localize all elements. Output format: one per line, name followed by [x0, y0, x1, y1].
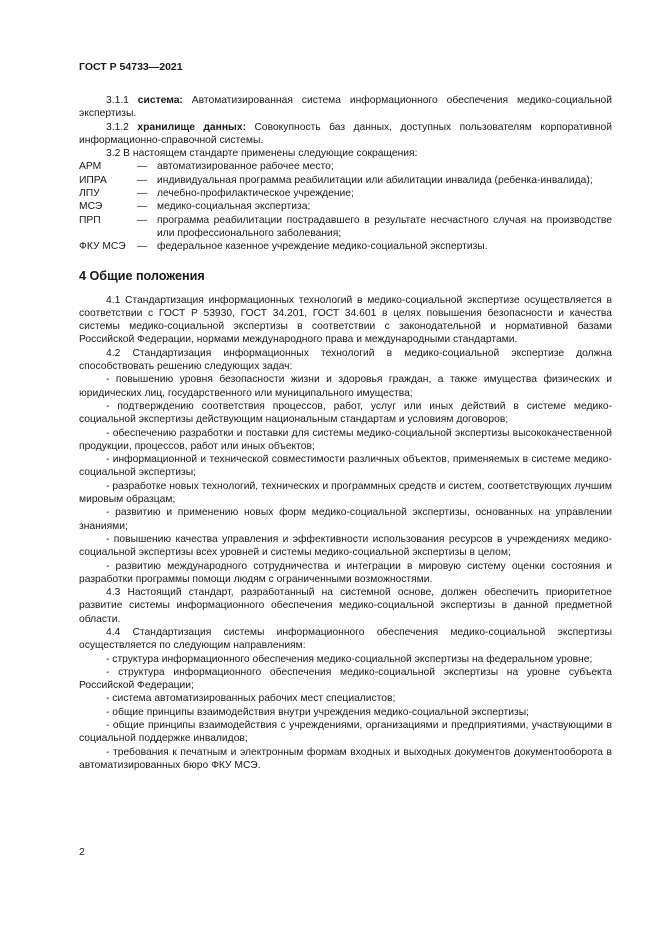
list-item: - информационной и технической совместимости различных объектов, применяемых в системе медико-социальной экспертизы; — [79, 454, 612, 479]
paragraph-4-4: 4.4 Стандартизация системы информационного обеспечения медико-социальной экспертизы осуществляется по следующим направлениям: — [79, 626, 612, 652]
list-item: - развитию международного сотрудничества и интеграции в мировую систему оценки состояния и разработки программы помощи людям с ограниченными возможностями. — [79, 560, 612, 585]
term-system: система: — [137, 95, 183, 106]
list-item: - разработке новых технологий, технических и программных средств и систем, соответствующих лучшим мировым образцам; — [79, 480, 612, 506]
abbreviation-row: ФКУ МСЭ — федеральное казенное учреждение медико-социальной экспертизы. — [79, 241, 488, 253]
term-data-warehouse: хранилище данных: — [137, 121, 246, 133]
abbreviation-row: ЛПУ — лечебно-профилактическое учреждение; — [79, 188, 354, 200]
list-item: - общие принципы взаимодействия внутри учреждения медико-социальной экспертизы; — [106, 706, 529, 718]
list-item: - развитию и применению новых форм медико-социальной экспертизы, основанных на управлении знаниями; — [79, 507, 612, 532]
abbreviation-row: ИПРА — индивидуальная программа реабилитации или абилитации инвалида (ребенка-инвалида); — [79, 174, 593, 186]
list-item: - повышению качества управления и эффективности использования ресурсов в учреждениях медико-социальной экспертизы всех уровней и системы медико-социальной экспертизы в целом; — [79, 533, 612, 559]
abbreviation-row: АРМ — автоматизированное рабочее место; — [79, 161, 334, 173]
definition-3-1-1: 3.1.1 система: Автоматизированная система информационного обеспечения медико-социальной экспертизы. — [79, 95, 612, 120]
section-title: 4 Общие положения — [79, 268, 205, 283]
list-item: - общие принципы взаимодействия с учреждениями, организациями и предприятиями, участвующими в социальной поддержке инвалидов; — [79, 720, 612, 745]
list-item: - требования к печатным и электронным формам входных и выходных документов документооборота в автоматизированных бюро ФКУ МСЭ. — [79, 746, 612, 771]
list-item: - система автоматизированных рабочих мест специалистов; — [106, 693, 396, 705]
list-item: - структура информационного обеспечения медико-социальной экспертизы на уровне субъекта Российской Федерации; — [79, 666, 612, 692]
paragraph-4-3: 4.3 Настоящий стандарт, разработанный на системной основе, должен обеспечить приоритетное развитие системы информационного обеспечения медико-социальной экспертизы в данной предметной области. — [79, 587, 612, 625]
list-item: - структура информационного обеспечения медико-социальной экспертизы на федеральном уровне; — [106, 653, 593, 665]
list-item: - подтверждению соответствия процессов, работ, услуг или иных действий в системе медико-социальной экспертизы действующим национальным стандартам и условиям договоров; — [79, 400, 612, 426]
page-number: 2 — [79, 846, 85, 858]
abbreviation-row: МСЭ — медико-социальная экспертиза; — [79, 201, 311, 213]
paragraph-4-2: 4.2 Стандартизация информационных технологий в медико-социальной экспертизе должна способствовать решению следующих задач: — [79, 347, 612, 373]
list-item: - обеспечению разработки и поставки для системы медико-социальной экспертизы высококачественной продукции, процессов, работ или иных объектов; — [79, 427, 612, 452]
definition-3-1-2: 3.1.2 хранилище данных: Совокупность баз данных, доступных пользователям корпоративной информационно-справочной системы. — [79, 121, 612, 146]
paragraph-4-1: 4.1 Стандартизация информационных технологий в медико-социальной экспертизе осуществляется в соответствии с ГОСТ Р 53930, ГОСТ 34.201, ГОСТ 34.601 в целях повышения безопасности и качества системы медико-социальной экспертизы в соответствии с законодательной и нормативной базами Российской Федерации, нормами международного права и международными стандартами. — [79, 294, 612, 346]
document-header: ГОСТ Р 54733—2021 — [79, 61, 183, 73]
document-body — [79, 94, 612, 772]
abbreviation-row: ПРП — программа реабилитации пострадавшего в результате несчастного случая на производстве или профессионального заболевания; — [79, 214, 612, 239]
list-item: - повышению уровня безопасности жизни и здоровья граждан, а также имущества физических и юридических лиц, государственного или муниципального имущества; — [79, 374, 612, 399]
abbreviations-intro: 3.2 В настоящем стандарте применены следующие сокращения: — [106, 148, 418, 160]
